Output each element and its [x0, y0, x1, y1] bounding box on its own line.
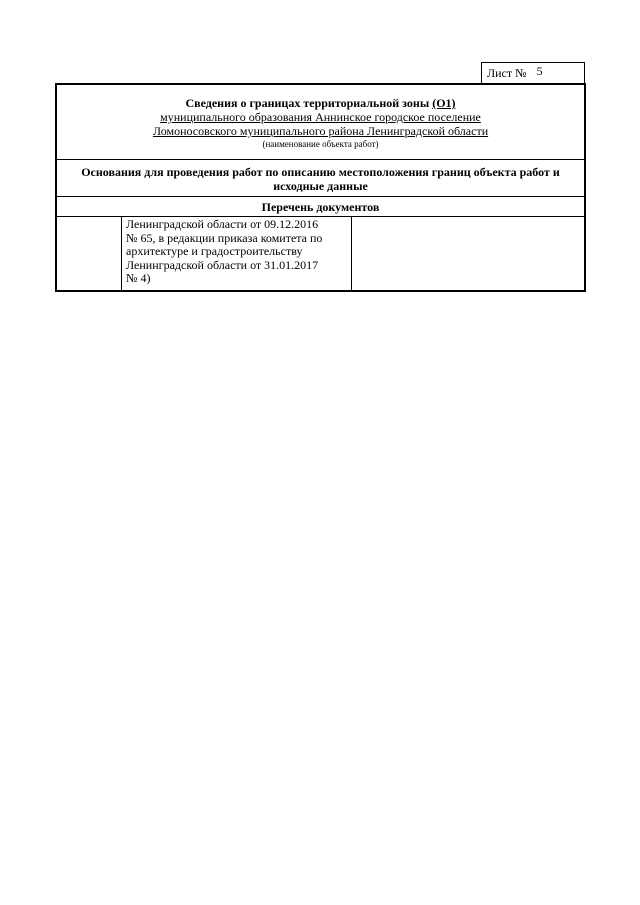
doc-name-line: № 65, в редакции приказа комитета по [126, 230, 323, 245]
table-row [57, 217, 584, 290]
sheet-label: Лист № [487, 66, 527, 80]
doc-name-cell [122, 217, 352, 290]
title-block [57, 85, 584, 160]
documents-list-header: Перечень документов [57, 197, 584, 217]
title-text: Сведения о границах территориальной зоны [185, 96, 430, 110]
basis-heading [57, 160, 584, 197]
municipality-line: муниципального образования Аннинское городское поселение [160, 110, 481, 124]
zone-code: (О1) [432, 96, 456, 110]
doc-details-cell [352, 217, 584, 290]
doc-name-line: Ленинградской области от 31.01.2017 [126, 257, 319, 272]
object-name-note: (наименование объекта работ) [262, 139, 379, 149]
doc-number-cell [57, 217, 122, 290]
document-title [57, 96, 584, 110]
basis-line-2: исходные данные [273, 179, 368, 193]
doc-name-line: Ленинградской области от 09.12.2016 [126, 217, 319, 231]
doc-name-line: архитектуре и градостроительству [126, 244, 303, 258]
sheet-number-box [481, 62, 585, 83]
document-frame [55, 83, 586, 292]
doc-name-line: № 4) [126, 271, 151, 285]
district-line: Ломоносовского муниципального района Ленинградской области [152, 124, 489, 138]
sheet-number: 5 [536, 64, 543, 78]
basis-line-1: Основания для проведения работ по описанию местоположения границ объекта работ и [81, 165, 560, 179]
